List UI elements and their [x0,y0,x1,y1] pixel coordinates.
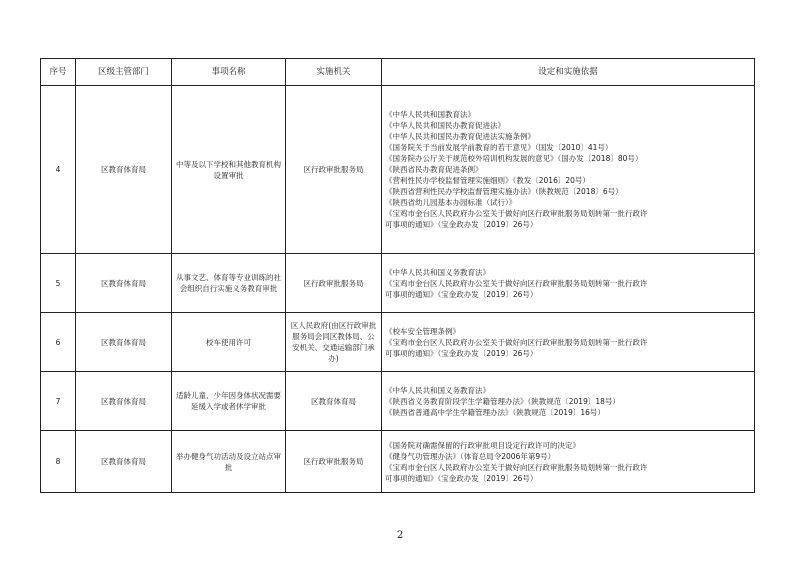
cell-dept: 区教育体育局 [76,313,172,372]
basis-line: 《陕西省民办教育促进条例》 [385,165,483,174]
table-row [41,313,755,372]
basis-line: 《国务院关于当前发展学前教育的若干意见》（国发〔2010〕41号） [385,143,613,152]
cell-agency: 区人民政府(由区行政审批服务局会同区教体局、公安机关、交通运输部门承办) [286,313,382,372]
basis-line: 《营利性民办学校监督管理实施细则》（教发〔2016〕20号） [385,176,590,185]
cell-basis [382,86,755,254]
basis-line: 《中华人民共和国教育法》 [385,110,475,119]
basis-line: 《国务院对确需保留的行政审批项目设定行政许可的决定》 [385,440,580,450]
cell-seq: 5 [41,254,76,313]
header-agency: 实施机关 [286,59,382,86]
basis-line: 《陕西省普通高中学生学籍管理办法》（陕教规范〔2019〕16号） [385,407,605,417]
cell-agency: 区行政审批服务局 [286,431,382,493]
basis-line: 可事项的通知》（宝金政办发〔2019〕26号） [385,348,538,358]
basis-line: 《宝鸡市金台区人民政府办公室关于做好向区行政审批服务局划转第一批行政许 [385,278,648,288]
basis-line: 《国务院办公厅关于规范校外培训机构发展的意见》（国办发〔2018〕80号） [385,154,643,163]
cell-dept: 区教育体育局 [76,254,172,313]
page-number: 2 [396,530,404,541]
header-seq: 序号 [41,59,76,86]
cell-dept: 区教育体育局 [76,431,172,493]
cell-dept: 区教育体育局 [76,372,172,431]
cell-seq: 8 [41,431,76,493]
basis-line: 可事项的通知》（宝金政办发〔2019〕26号） [385,220,538,229]
cell-seq: 4 [41,86,76,254]
cell-item: 从事文艺、体育等专业训练的社会组织自行实施义务教育审批 [172,254,286,313]
table-row [41,431,755,493]
table-row [41,254,755,313]
cell-agency: 区教育体育局 [286,372,382,431]
basis-line: 《健身气功管理办法》（体育总局令2006年第9号） [385,451,556,461]
cell-basis [382,254,755,313]
table-header-row [41,59,755,86]
cell-item: 中等及以下学校和其他教育机构设置审批 [172,86,286,254]
header-basis: 设定和实施依据 [382,59,755,86]
basis-line: 《中华人民共和国民办教育促进法》 [385,121,505,130]
table-row [41,372,755,431]
cell-basis [382,372,755,431]
basis-line: 《宝鸡市金台区人民政府办公室关于做好向区行政审批服务局划转第一批行政许 [385,209,648,218]
basis-line: 《宝鸡市金台区人民政府办公室关于做好向区行政审批服务局划转第一批行政许 [385,462,648,472]
basis-line: 《宝鸡市金台区人民政府办公室关于做好向区行政审批服务局划转第一批行政许 [385,337,648,347]
cell-seq: 7 [41,372,76,431]
basis-line: 《陕西省义务教育阶段学生学籍管理办法》（陕教规范〔2019〕18号） [385,396,620,406]
basis-line: 可事项的通知》（宝金政办发〔2019〕26号） [385,289,538,299]
header-dept: 区级主管部门 [76,59,172,86]
cell-item: 校车使用许可 [172,313,286,372]
basis-line: 《校车安全管理条例》 [385,326,460,336]
basis-line: 可事项的通知》（宝金政办发〔2019〕26号） [385,473,538,483]
basis-line: 《陕西省营利性民办学校监督管理实施办法》（陕教规范〔2018〕6号） [385,187,623,196]
cell-item: 适龄儿童、少年因身体状况需要延缓入学或者休学审批 [172,372,286,431]
cell-seq: 6 [41,313,76,372]
licensing-items-table [40,58,755,493]
cell-agency: 区行政审批服务局 [286,254,382,313]
basis-line: 《中华人民共和国民办教育促进法实施条例》 [385,132,535,141]
basis-line: 《中华人民共和国义务教育法》 [385,385,490,395]
basis-line: 《陕西省幼儿园基本办园标准（试行）》 [385,198,517,207]
header-item: 事项名称 [172,59,286,86]
cell-item: 举办健身气功活动及设立站点审批 [172,431,286,493]
cell-basis [382,313,755,372]
table-row [41,86,755,254]
cell-basis [382,431,755,493]
cell-dept: 区教育体育局 [76,86,172,254]
basis-line: 《中华人民共和国义务教育法》 [385,267,490,277]
cell-agency: 区行政审批服务局 [286,86,382,254]
